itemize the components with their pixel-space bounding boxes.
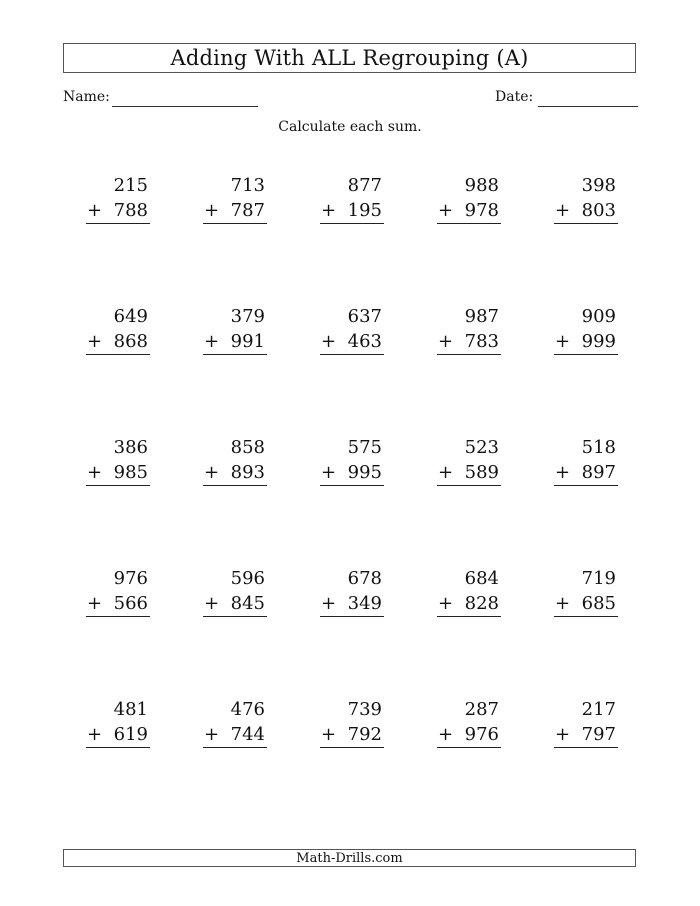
addition-problem [86, 697, 150, 748]
bottom-addend-row [437, 591, 501, 617]
bottom-addend: 868 [113, 331, 148, 352]
bottom-addend-row [437, 198, 501, 224]
bottom-addend-row [86, 329, 150, 355]
plus-sign: + [321, 331, 337, 352]
bottom-addend-row [554, 198, 618, 224]
bottom-addend-row [437, 722, 501, 748]
plus-sign: + [438, 593, 454, 614]
top-addend: 398 [581, 175, 616, 196]
top-addend: 987 [464, 306, 499, 327]
addition-problem [320, 435, 384, 486]
top-addend: 649 [113, 306, 148, 327]
top-addend: 976 [113, 568, 148, 589]
plus-sign: + [87, 593, 103, 614]
top-addend: 988 [464, 175, 499, 196]
bottom-addend: 566 [113, 593, 148, 614]
bottom-addend: 589 [464, 462, 499, 483]
bottom-addend: 803 [581, 200, 616, 221]
footer-text: Math-Drills.com [296, 850, 403, 866]
plus-sign: + [204, 724, 220, 745]
top-addend: 678 [347, 568, 382, 589]
plus-sign: + [555, 331, 571, 352]
instructions: Calculate each sum. [278, 119, 422, 135]
addition-problem [86, 173, 150, 224]
bottom-addend: 195 [347, 200, 382, 221]
addition-problem [437, 697, 501, 748]
top-addend: 877 [347, 175, 382, 196]
bottom-addend-row [437, 329, 501, 355]
top-addend: 386 [113, 437, 148, 458]
bottom-addend: 828 [464, 593, 499, 614]
bottom-addend-row [86, 198, 150, 224]
bottom-addend-row [320, 329, 384, 355]
top-addend: 637 [347, 306, 382, 327]
addition-problem [554, 566, 618, 617]
plus-sign: + [555, 593, 571, 614]
addition-problem [320, 697, 384, 748]
addition-problem [203, 697, 267, 748]
bottom-addend-row [554, 591, 618, 617]
addition-problem [203, 435, 267, 486]
addition-problem [320, 304, 384, 355]
plus-sign: + [555, 724, 571, 745]
plus-sign: + [438, 462, 454, 483]
top-addend: 575 [347, 437, 382, 458]
addition-problem [203, 566, 267, 617]
bottom-addend: 788 [113, 200, 148, 221]
plus-sign: + [555, 462, 571, 483]
plus-sign: + [438, 724, 454, 745]
addition-problem [320, 566, 384, 617]
bottom-addend-row [203, 722, 267, 748]
top-addend: 719 [581, 568, 616, 589]
plus-sign: + [321, 462, 337, 483]
top-addend: 476 [230, 699, 265, 720]
worksheet-title-text: Adding With ALL Regrouping (A) [170, 46, 529, 70]
addition-problem [203, 304, 267, 355]
bottom-addend-row [86, 722, 150, 748]
plus-sign: + [204, 331, 220, 352]
bottom-addend: 991 [230, 331, 265, 352]
plus-sign: + [204, 462, 220, 483]
addition-problem [554, 435, 618, 486]
top-addend: 713 [230, 175, 265, 196]
addition-problem [320, 173, 384, 224]
addition-problem [203, 173, 267, 224]
addition-problem [554, 173, 618, 224]
bottom-addend: 787 [230, 200, 265, 221]
bottom-addend-row [86, 460, 150, 486]
bottom-addend-row [554, 722, 618, 748]
top-addend: 518 [581, 437, 616, 458]
bottom-addend: 463 [347, 331, 382, 352]
top-addend: 215 [113, 175, 148, 196]
plus-sign: + [321, 724, 337, 745]
plus-sign: + [87, 462, 103, 483]
addition-problem [86, 566, 150, 617]
addition-problem [437, 304, 501, 355]
addition-problem [437, 566, 501, 617]
bottom-addend-row [437, 460, 501, 486]
date-label: Date: [495, 89, 534, 105]
top-addend: 858 [230, 437, 265, 458]
bottom-addend-row [554, 460, 618, 486]
name-label: Name: [63, 89, 110, 105]
bottom-addend: 995 [347, 462, 382, 483]
bottom-addend: 744 [230, 724, 265, 745]
top-addend: 684 [464, 568, 499, 589]
footer [63, 849, 636, 867]
bottom-addend: 978 [464, 200, 499, 221]
plus-sign: + [87, 200, 103, 221]
bottom-addend: 893 [230, 462, 265, 483]
plus-sign: + [555, 200, 571, 221]
bottom-addend: 792 [347, 724, 382, 745]
plus-sign: + [321, 200, 337, 221]
bottom-addend-row [320, 722, 384, 748]
plus-sign: + [438, 331, 454, 352]
bottom-addend: 845 [230, 593, 265, 614]
bottom-addend: 797 [581, 724, 616, 745]
bottom-addend-row [203, 591, 267, 617]
bottom-addend-row [554, 329, 618, 355]
top-addend: 481 [113, 699, 148, 720]
bottom-addend: 783 [464, 331, 499, 352]
bottom-addend-row [320, 198, 384, 224]
addition-problem [86, 435, 150, 486]
bottom-addend: 976 [464, 724, 499, 745]
bottom-addend-row [320, 460, 384, 486]
bottom-addend: 999 [581, 331, 616, 352]
top-addend: 287 [464, 699, 499, 720]
addition-problem [554, 697, 618, 748]
bottom-addend: 897 [581, 462, 616, 483]
bottom-addend: 685 [581, 593, 616, 614]
top-addend: 523 [464, 437, 499, 458]
bottom-addend-row [86, 591, 150, 617]
plus-sign: + [321, 593, 337, 614]
bottom-addend-row [320, 591, 384, 617]
bottom-addend: 985 [113, 462, 148, 483]
top-addend: 217 [581, 699, 616, 720]
bottom-addend: 349 [347, 593, 382, 614]
plus-sign: + [204, 200, 220, 221]
top-addend: 379 [230, 306, 265, 327]
plus-sign: + [438, 200, 454, 221]
bottom-addend: 619 [113, 724, 148, 745]
plus-sign: + [204, 593, 220, 614]
addition-problem [554, 304, 618, 355]
top-addend: 596 [230, 568, 265, 589]
addition-problem [437, 435, 501, 486]
plus-sign: + [87, 331, 103, 352]
bottom-addend-row [203, 198, 267, 224]
top-addend: 909 [581, 306, 616, 327]
bottom-addend-row [203, 460, 267, 486]
plus-sign: + [87, 724, 103, 745]
addition-problem [437, 173, 501, 224]
top-addend: 739 [347, 699, 382, 720]
bottom-addend-row [203, 329, 267, 355]
addition-problem [86, 304, 150, 355]
